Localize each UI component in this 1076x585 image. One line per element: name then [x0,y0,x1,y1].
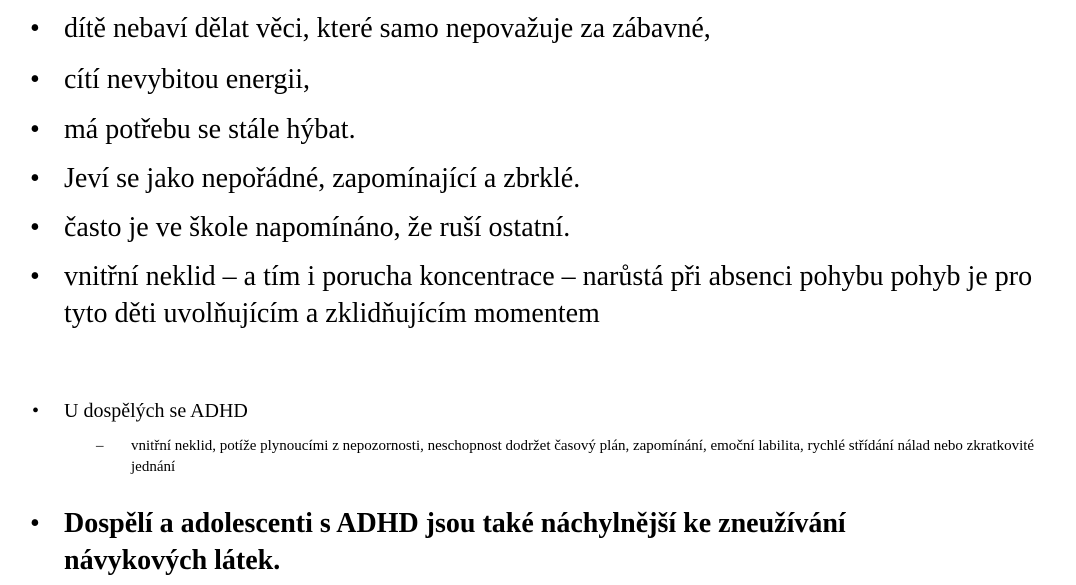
list-item-text: dítě nebaví dělat věci, které samo nepovažuje za zábavné, [64,13,711,44]
list-item-text: vnitřní neklid – a tím i porucha koncentrace – narůstá při absenci pohybu pohyb je pro tyto děti uvolňujícím a zklidňujícím momentem [64,261,1033,329]
list-item-text: Jeví se jako nepořádné, zapomínající a zbrklé. [64,163,581,194]
bullet-icon: • [30,114,40,145]
bullet-icon: • [30,508,40,539]
bullet-icon: • [30,13,40,44]
dash-icon: – [96,438,104,454]
bullet-icon: • [30,212,40,243]
bullet-icon: • [30,163,40,194]
list-item-text: často je ve škole napomínáno, že ruší ostatní. [64,212,571,243]
bullet-icon: • [32,400,40,422]
sub-list-item-text: vnitřní neklid, potíže plynoucími z nepozornosti, neschopnost dodržet časový plán, zapomínání, emoční labilita, rychlé střídání nálad nebo zkratkovité jednání [131,438,1035,475]
list-item-text: cítí nevybitou energii, [64,64,310,95]
bullet-icon: • [30,261,40,292]
list-item-text: má potřebu se stále hýbat. [64,114,356,145]
list-item-text: U dospělých se ADHD [64,400,248,422]
list-item-text: Dospělí a adolescenti s ADHD jsou také náchylnější ke zneužívání návykových látek. [64,508,846,576]
bullet-icon: • [30,64,40,95]
